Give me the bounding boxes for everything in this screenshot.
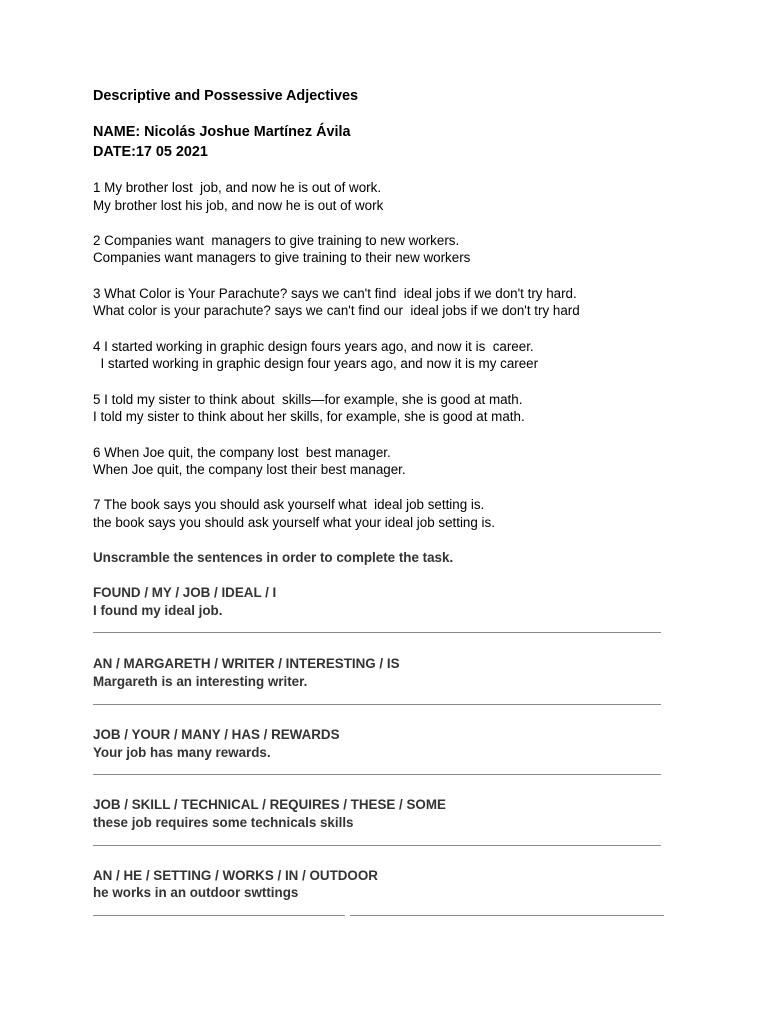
exercise-prompt: 6 When Joe quit, the company lost best manager. [93, 445, 391, 460]
exercise-prompt: 1 My brother lost job, and now he is out of work. [93, 180, 382, 195]
answer-line [93, 915, 345, 916]
exercise-answer: When Joe quit, the company lost their best manager. [93, 462, 406, 477]
exercise-answer: Companies want managers to give training to their new workers [93, 250, 471, 265]
scrambled-words: AN / HE / SETTING / WORKS / IN / OUTDOOR [93, 868, 378, 883]
unscrambled-answer: Margareth is an interesting writer. [93, 674, 308, 689]
exercise-answer: the book says you should ask yourself what your ideal job setting is. [93, 515, 495, 530]
unscramble-instruction: Unscramble the sentences in order to complete the task. [93, 550, 454, 565]
unscrambled-answer: he works in an outdoor swttings [93, 885, 299, 900]
unscrambled-answer: Your job has many rewards. [93, 745, 271, 760]
answer-line [350, 915, 664, 916]
answer-line [93, 704, 661, 705]
exercise-answer: I started working in graphic design four years ago, and now it is my career [93, 356, 539, 371]
answer-line [93, 632, 661, 633]
scrambled-words: AN / MARGARETH / WRITER / INTERESTING / IS [93, 656, 400, 671]
exercise-answer: I told my sister to think about her skills, for example, she is good at math. [93, 409, 525, 424]
unscrambled-answer: I found my ideal job. [93, 603, 223, 618]
exercise-prompt: 2 Companies want managers to give training to new workers. [93, 233, 460, 248]
document-title: Descriptive and Possessive Adjectives [93, 88, 359, 104]
scrambled-words: FOUND / MY / JOB / IDEAL / I [93, 585, 277, 600]
answer-line [93, 774, 661, 775]
student-name: NAME: Nicolás Joshue Martínez Ávila [93, 124, 351, 140]
exercise-prompt: 3 What Color is Your Parachute? says we can't find ideal jobs if we don't try hard. [93, 286, 577, 301]
scrambled-words: JOB / SKILL / TECHNICAL / REQUIRES / THESE / SOME [93, 797, 446, 812]
exercise-prompt: 7 The book says you should ask yourself what ideal job setting is. [93, 497, 485, 512]
scrambled-words: JOB / YOUR / MANY / HAS / REWARDS [93, 727, 340, 742]
answer-line [93, 845, 661, 846]
exercise-prompt: 4 I started working in graphic design fours years ago, and now it is career. [93, 339, 534, 354]
exercise-answer: My brother lost his job, and now he is out of work [93, 198, 384, 213]
exercise-answer: What color is your parachute? says we can't find our ideal jobs if we don't try hard [93, 303, 580, 318]
date-line: DATE:17 05 2021 [93, 144, 208, 160]
exercise-prompt: 5 I told my sister to think about skills—for example, she is good at math. [93, 392, 523, 407]
unscrambled-answer: these job requires some technicals skills [93, 815, 354, 830]
